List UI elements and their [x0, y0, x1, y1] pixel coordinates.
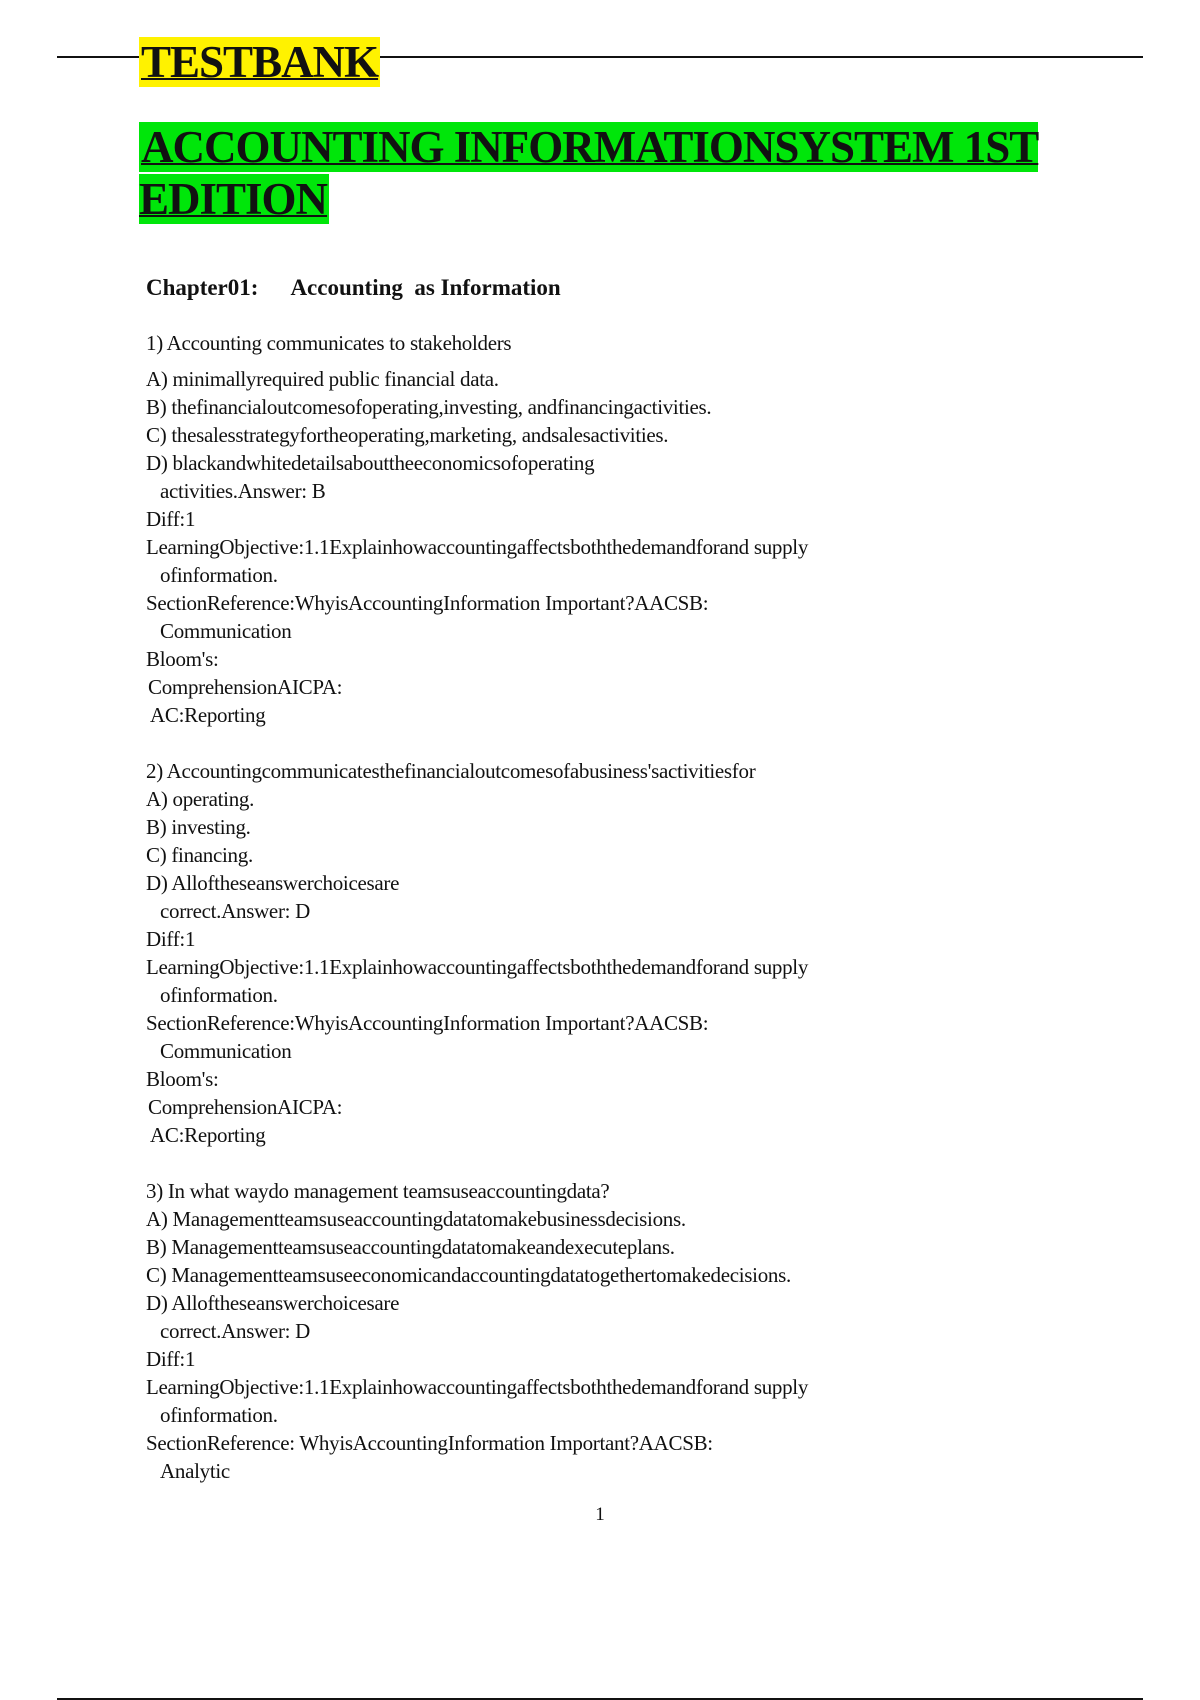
blooms-label: Bloom's: [146, 647, 219, 671]
blooms-value: ComprehensionAICPA: [148, 675, 343, 699]
choice-a: A) operating. [146, 787, 255, 811]
choice-b: B) investing. [146, 815, 251, 839]
page-number: 1 [595, 1504, 605, 1525]
choice-a: A) Managementteamsuseaccountingdatatomakebusinessdecisions. [146, 1207, 686, 1231]
question-list [146, 329, 1046, 1485]
choice-d: D) blackandwhitedetailsabouttheeconomicsofoperating [146, 451, 595, 475]
answer: activities.Answer: B [160, 479, 326, 503]
aicpa-value: AC:Reporting [150, 1123, 266, 1147]
aacsb-value: Communication [160, 1039, 292, 1063]
choice-d: D) Alloftheseanswerchoicesare [146, 871, 400, 895]
difficulty: Diff:1 [146, 1347, 196, 1371]
answer: correct.Answer: D [160, 899, 311, 923]
learning-objective: LearningObjective:1.1Explainhowaccountingaffectsboththedemandforand supply [146, 955, 809, 979]
choice-c: C) Managementteamsuseeconomicandaccountingdatatogethertomakedecisions. [146, 1263, 791, 1287]
question-3 [146, 1177, 1046, 1485]
learning-objective-cont: ofinformation. [160, 563, 278, 587]
answer: correct.Answer: D [160, 1319, 311, 1343]
choice-d: D) Alloftheseanswerchoicesare [146, 1291, 400, 1315]
book-title-text: ACCOUNTING INFORMATIONSYSTEM 1ST EDITION [139, 122, 1039, 224]
aacsb-value: Communication [160, 619, 292, 643]
choice-b: B) Managementteamsuseaccountingdatatomakeandexecuteplans. [146, 1235, 675, 1259]
chapter-heading [146, 275, 561, 301]
difficulty: Diff:1 [146, 927, 196, 951]
learning-objective: LearningObjective:1.1Explainhowaccountingaffectsboththedemandforand supply [146, 1375, 809, 1399]
choice-c: C) thesalesstrategyfortheoperating,marketing, andsalesactivities. [146, 423, 669, 447]
aacsb-value: Analytic [160, 1459, 230, 1483]
testbank-label: TESTBANK [141, 37, 379, 87]
learning-objective-cont: ofinformation. [160, 1403, 278, 1427]
difficulty: Diff:1 [146, 507, 196, 531]
book-title [139, 121, 1059, 225]
chapter-number: Chapter01: [146, 275, 259, 300]
choice-b: B) thefinancialoutcomesofoperating,investing, andfinancingactivities. [146, 395, 712, 419]
question-2 [146, 757, 1046, 1149]
question-1 [146, 329, 1046, 729]
blooms-label: Bloom's: [146, 1067, 219, 1091]
question-stem: 1) Accounting communicates to stakeholders [146, 331, 512, 355]
chapter-title: Accounting as Information [290, 275, 561, 300]
choice-a: A) minimallyrequired public financial data. [146, 367, 499, 391]
section-reference: SectionReference:WhyisAccountingInformation Important?AACSB: [146, 1011, 709, 1035]
section-reference: SectionReference: WhyisAccountingInformation Important?AACSB: [146, 1431, 713, 1455]
section-reference: SectionReference:WhyisAccountingInformation Important?AACSB: [146, 591, 709, 615]
choice-c: C) financing. [146, 843, 253, 867]
learning-objective: LearningObjective:1.1Explainhowaccountingaffectsboththedemandforand supply [146, 535, 809, 559]
question-stem: 2) Accountingcommunicatesthefinancialoutcomesofabusiness'sactivitiesfor [146, 759, 756, 783]
aicpa-value: AC:Reporting [150, 703, 266, 727]
question-stem: 3) In what waydo management teamsuseaccountingdata? [146, 1179, 610, 1203]
blooms-value: ComprehensionAICPA: [148, 1095, 343, 1119]
learning-objective-cont: ofinformation. [160, 983, 278, 1007]
